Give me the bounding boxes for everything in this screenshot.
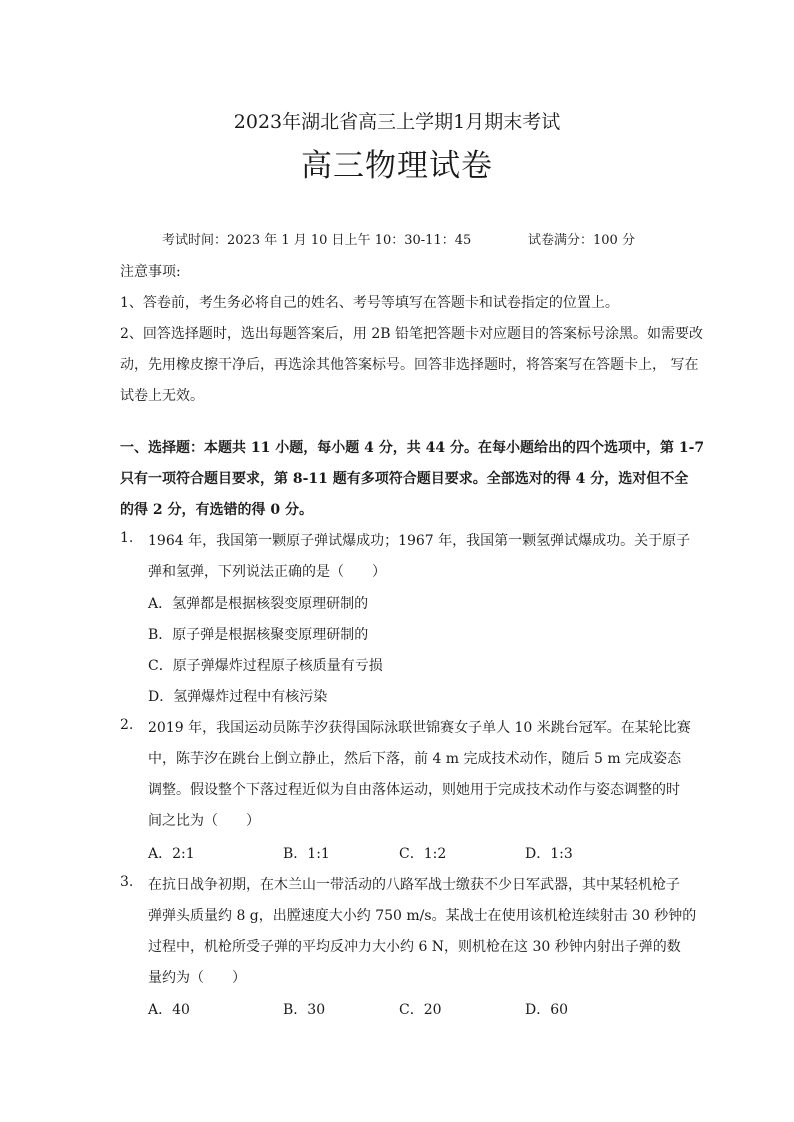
question-number: 2.	[120, 717, 134, 733]
question-2-line-1: 2019 年，我国运动员陈芋汐获得国际泳联世锦赛女子单人 10 米跳台冠军。在某轮比赛	[148, 720, 691, 736]
full-score: 试卷满分：100 分	[528, 233, 635, 248]
notes-item-2-line-3: 试卷上无效。	[120, 388, 204, 404]
question-2-option-b: B．1:1	[283, 846, 330, 862]
question-3-option-d: D．60	[525, 1002, 569, 1018]
question-1-option-a: A．氢弹都是根据核裂变原理研制的	[148, 596, 369, 612]
page-title: 高三物理试卷	[301, 148, 493, 184]
exam-title-line: 2023年湖北省高三上学期1月期末考试	[233, 111, 561, 133]
question-1-option-d: D．氢弹爆炸过程中有核污染	[148, 689, 328, 705]
question-3-option-b: B．30	[283, 1002, 326, 1018]
question-1-line-1: 1964 年，我国第一颗原子弹试爆成功；1967 年，我国第一颗氢弹试爆成功。关于原子	[148, 533, 691, 549]
question-1-option-b: B．原子弹是根据核聚变原理研制的	[148, 627, 369, 643]
exam-time: 考试时间：2023 年 1 月 10 日上午 10：30-11：45	[162, 233, 472, 248]
question-2-option-a: A．2:1	[148, 846, 195, 862]
section-heading-line-2: 只有一项符合题目要求，第 8-11 题有多项符合题目要求。全部选对的得 4 分，选对但不全	[120, 471, 689, 487]
question-number: 3.	[120, 874, 134, 890]
question-2-line-2: 中，陈芋汐在跳台上倒立静止，然后下落，前 4 m 完成技术动作，随后 5 m 完成姿态	[148, 751, 682, 767]
question-2-option-c: C．1:2	[399, 846, 447, 862]
section-heading-line-1: 一、选择题：本题共 11 小题，每小题 4 分，共 44 分。在每小题给出的四个选项中，第 1-7	[120, 440, 705, 456]
question-1-line-2: 弹和氢弹，下列说法正确的是（ ）	[148, 564, 386, 580]
question-2-line-3: 调整。假设整个下落过程近似为自由落体运动，则她用于完成技术动作与姿态调整的时	[148, 782, 680, 798]
notes-item-2-line-2: 动，先用橡皮擦干净后，再选涂其他答案标号。回答非选择题时，将答案写在答题卡上， 写在	[120, 357, 699, 373]
notes-item-1: 1、答卷前，考生务必将自己的姓名、考号等填写在答题卡和试卷指定的位置上。	[120, 295, 619, 311]
question-3-line-1: 在抗日战争初期，在木兰山一带活动的八路军战士缴获不少日军武器，其中某轻机枪子	[148, 877, 680, 893]
notes-item-2-line-1: 2、回答选择题时，选出每题答案后，用 2B 铅笔把答题卡对应题目的答案标号涂黑。如需要改	[120, 326, 704, 342]
question-3-line-2: 弹弹头质量约 8 g，出膛速度大小约 750 m/s。某战士在使用该机枪连续射击 30 秒钟的	[148, 908, 697, 924]
question-3-option-a: A．40	[148, 1002, 190, 1018]
question-3-line-4: 量约为（ ）	[148, 970, 246, 986]
question-2-line-4: 间之比为（ ）	[148, 813, 260, 829]
question-3-line-3: 过程中，机枪所受子弹的平均反冲力大小约 6 N，则机枪在这 30 秒钟内射出子弹的数	[148, 939, 681, 955]
question-2-option-d: D．1:3	[525, 846, 573, 862]
notes-heading: 注意事项:	[120, 264, 181, 280]
question-1-option-c: C．原子弹爆炸过程原子核质量有亏损	[148, 658, 383, 674]
question-number: 1.	[120, 530, 134, 546]
section-heading-line-3: 的得 2 分，有选错的得 0 分。	[120, 502, 313, 518]
question-3-option-c: C．20	[399, 1002, 442, 1018]
